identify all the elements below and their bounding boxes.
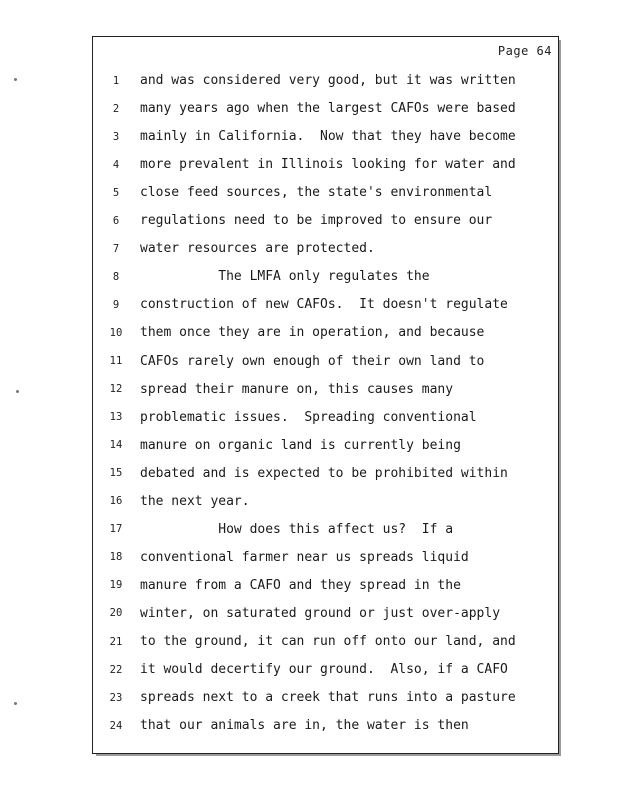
- transcript-line: the next year.: [140, 493, 250, 509]
- page-edge-shadow-right: [559, 40, 561, 756]
- transcript-line: CAFOs rarely own enough of their own land to: [140, 353, 485, 369]
- line-number: 8: [112, 270, 120, 283]
- scan-speck: [14, 78, 17, 81]
- transcript-line: regulations need to be improved to ensure our: [140, 213, 493, 229]
- line-number: 14: [109, 439, 123, 452]
- transcript-line: to the ground, it can run off onto our land, and: [140, 634, 516, 649]
- line-number: 15: [109, 467, 123, 480]
- transcript-line: mainly in California. Now that they have become: [140, 129, 516, 145]
- line-number: 9: [112, 298, 120, 311]
- transcript-line: winter, on saturated ground or just over-apply: [140, 605, 501, 621]
- transcript-line: The LMFA only regulates the: [140, 269, 430, 285]
- transcript-line: conventional farmer near us spreads liquid: [140, 549, 469, 565]
- transcript-line: close feed sources, the state's environmental: [140, 185, 493, 201]
- line-number: 6: [112, 214, 120, 227]
- transcript-line: spread their manure on, this causes many: [140, 381, 454, 397]
- line-number: 2: [112, 102, 120, 115]
- line-number: 22: [109, 663, 123, 676]
- scan-speck: [14, 702, 17, 705]
- transcript-line: that our animals are in, the water is then: [140, 718, 469, 734]
- line-number: 7: [112, 242, 120, 255]
- transcript-line: it would decertify our ground. Also, if a CAFO: [140, 662, 508, 678]
- page-edge-shadow-bottom: [96, 754, 561, 756]
- line-number: 17: [109, 523, 123, 536]
- transcript-line: manure from a CAFO and they spread in the: [140, 577, 461, 593]
- line-number: 4: [112, 158, 120, 171]
- transcript-line: them once they are in operation, and because: [140, 325, 485, 341]
- page-number: Page 64: [497, 44, 552, 58]
- transcript-line: and was considered very good, but it was written: [140, 73, 516, 88]
- line-number: 23: [109, 691, 123, 704]
- line-number: 13: [109, 411, 123, 424]
- transcript-line: manure on organic land is currently being: [140, 437, 461, 453]
- transcript-line: many years ago when the largest CAFOs were based: [140, 101, 516, 117]
- line-number: 1: [112, 74, 120, 87]
- line-number: 19: [109, 579, 123, 592]
- transcript-line: spreads next to a creek that runs into a pasture: [140, 690, 516, 706]
- line-number: 11: [109, 355, 123, 367]
- transcript-line: construction of new CAFOs. It doesn't regulate: [140, 297, 508, 313]
- line-number: 20: [109, 607, 123, 620]
- transcript-line: more prevalent in Illinois looking for water and: [140, 157, 516, 173]
- line-number: 16: [109, 495, 123, 508]
- scan-speck: [16, 390, 19, 393]
- line-number: 3: [112, 130, 120, 143]
- line-number: 18: [109, 551, 123, 564]
- line-number: 24: [109, 719, 123, 732]
- transcript-line: debated and is expected to be prohibited within: [140, 465, 508, 481]
- transcript-line: water resources are protected.: [140, 241, 375, 257]
- line-number: 21: [109, 635, 123, 648]
- line-number: 5: [112, 186, 120, 199]
- transcript-line: problematic issues. Spreading conventional: [140, 409, 477, 425]
- line-number: 10: [109, 326, 123, 339]
- line-number: 12: [109, 383, 123, 396]
- transcript-line: How does this affect us? If a: [140, 521, 454, 537]
